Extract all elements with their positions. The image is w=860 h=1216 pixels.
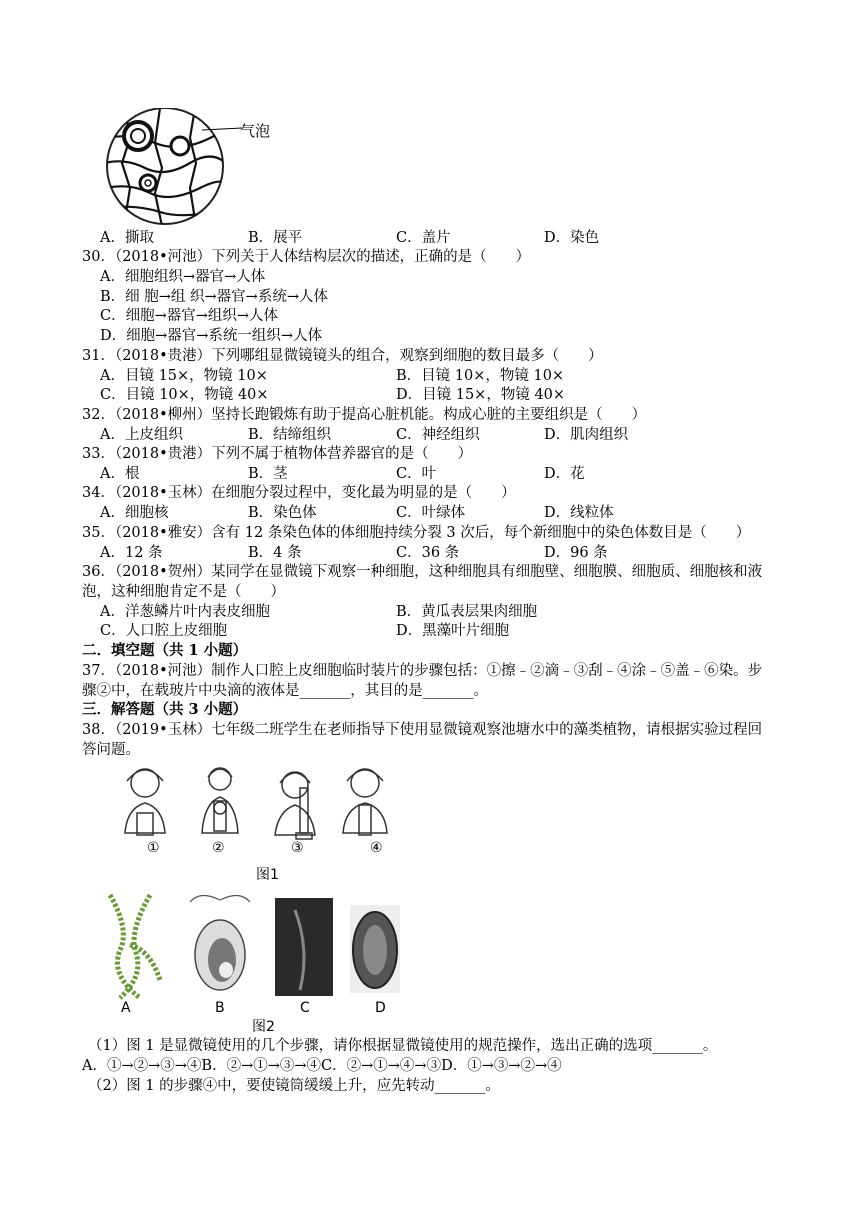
fig2-label-a: A xyxy=(121,1000,131,1016)
q38-line2: 答问题。 xyxy=(82,742,140,758)
figure-1-caption: 图1 xyxy=(256,867,279,883)
q29-option-d[interactable]: D．染色 xyxy=(544,230,600,246)
q31-option-a[interactable]: A．目镜 15×，物镜 10× xyxy=(100,368,268,384)
q34-options xyxy=(100,504,692,522)
figure-2-algae xyxy=(100,890,420,1000)
fig1-step-2: ② xyxy=(212,840,225,856)
q34-stem: 34．（2018•玉林）在细胞分裂过程中，变化最为明显的是（ ） xyxy=(82,485,516,501)
q31-option-c[interactable]: C．目镜 10×，物镜 40× xyxy=(100,387,269,403)
q36-stem-line2: 泡，这种细胞肯定不是（ ） xyxy=(82,584,285,600)
q34-option-c[interactable]: C．叶绿体 xyxy=(396,505,466,521)
q33-option-d[interactable]: D．花 xyxy=(544,466,585,482)
q38-sub2: （2）图 1 的步骤④中，要使镜筒缓缓上升，应先转动_______。 xyxy=(88,1078,500,1094)
q34-option-b[interactable]: B．染色体 xyxy=(248,505,317,521)
q32-options xyxy=(100,426,692,444)
section-fill-in-blank: 二．填空题（共 1 小题） xyxy=(82,642,248,659)
q32-option-a[interactable]: A．上皮组织 xyxy=(100,427,183,443)
fig1-step-1: ① xyxy=(147,840,160,856)
q33-option-a[interactable]: A．根 xyxy=(100,466,140,482)
q35-option-b[interactable]: B．4 条 xyxy=(248,545,302,561)
q31-option-b[interactable]: B．目镜 10×，物镜 10× xyxy=(396,368,565,384)
q38-line1: 38．（2019•玉林）七年级二班学生在老师指导下使用显微镜观察池塘水中的藻类植物，请根据实验过程回 xyxy=(82,722,763,738)
q33-stem: 33．（2018•贵港）下列不属于植物体营养器官的是（ ） xyxy=(82,446,473,462)
q36-option-c[interactable]: C．人口腔上皮细胞 xyxy=(100,623,228,639)
q31-options-row2 xyxy=(100,386,692,404)
q30-option-c[interactable]: C．细胞→器官→组织→人体 xyxy=(100,308,279,324)
fig2-label-c: C xyxy=(300,1000,310,1016)
section-answer-questions: 三．解答题（共 3 小题） xyxy=(82,701,248,718)
q30-option-d[interactable]: D．细胞→器官→系统一组织→人体 xyxy=(100,328,323,344)
q34-option-a[interactable]: A．细胞核 xyxy=(100,505,169,521)
q29-option-c[interactable]: C．盖片 xyxy=(396,230,451,246)
q32-option-c[interactable]: C．神经组织 xyxy=(396,427,480,443)
fig1-step-4: ④ xyxy=(370,840,383,856)
fig2-label-b: B xyxy=(215,1000,225,1016)
q35-stem: 35．（2018•雅安）含有 12 条染色体的体细胞持续分裂 3 次后，每个新细胞中的染色体数目是（ ） xyxy=(82,525,751,541)
q30-stem: 30．（2018•河池）下列关于人体结构层次的描述，正确的是（ ） xyxy=(82,249,531,265)
q35-option-d[interactable]: D．96 条 xyxy=(544,545,608,561)
q31-options-row1 xyxy=(100,367,692,385)
q30-option-b[interactable]: B．细 胞→组 织→器官→系统→人体 xyxy=(100,289,328,305)
q32-option-b[interactable]: B．结缔组织 xyxy=(248,427,332,443)
q32-stem: 32．（2018•柳州）坚持长跑锻炼有助于提高心脏机能。构成心脏的主要组织是（ ） xyxy=(82,407,647,423)
figure-2-caption: 图2 xyxy=(252,1019,275,1035)
q38-sub1: （1）图 1 是显微镜使用的几个步骤，请你根据显微镜使用的规范操作，选出正确的选项_______。 xyxy=(88,1038,718,1054)
q29-option-b[interactable]: B．展平 xyxy=(248,230,303,246)
q35-option-c[interactable]: C．36 条 xyxy=(396,545,460,561)
q36-stem-line1: 36．（2018•贺州）某同学在显微镜下观察一种细胞，这种细胞具有细胞壁、细胞膜、细胞质、细胞核和液 xyxy=(82,564,763,580)
q33-option-b[interactable]: B．茎 xyxy=(248,466,288,482)
fig2-label-d: D xyxy=(375,1000,386,1016)
q31-option-d[interactable]: D．目镜 15×，物镜 40× xyxy=(396,387,566,403)
q32-option-d[interactable]: D．肌肉组织 xyxy=(544,427,629,443)
q36-option-d[interactable]: D．黑藻叶片细胞 xyxy=(396,623,510,639)
q35-option-a[interactable]: A．12 条 xyxy=(100,545,163,561)
q36-option-a[interactable]: A．洋葱鳞片叶内表皮细胞 xyxy=(100,604,270,620)
q34-option-d[interactable]: D．线粒体 xyxy=(544,505,614,521)
q29-options xyxy=(100,229,692,247)
q33-option-c[interactable]: C．叶 xyxy=(396,466,437,482)
q36-options-row1 xyxy=(100,603,692,621)
fig1-step-3: ③ xyxy=(291,840,304,856)
q33-options xyxy=(100,465,692,483)
q36-options-row2 xyxy=(100,622,692,640)
q38-sub1-options[interactable]: A．①→②→③→④B．②→①→③→④C．②→①→④→③D．①→③→②→④ xyxy=(82,1058,562,1074)
q29-option-a[interactable]: A．撕取 xyxy=(100,230,154,246)
q30-option-a[interactable]: A．细胞组织→器官→人体 xyxy=(100,269,266,285)
bubble-label: 气泡 xyxy=(240,122,271,140)
q36-option-b[interactable]: B．黄瓜表层果肉细胞 xyxy=(396,604,538,620)
q31-stem: 31．（2018•贵港）下列哪组显微镜镜头的组合，观察到细胞的数目最多（ ） xyxy=(82,348,603,364)
q35-options xyxy=(100,544,692,562)
q37-line2: 骤②中，在载玻片中央滴的液体是_______，其目的是_______。 xyxy=(82,683,488,699)
q37-line1: 37．（2018•河池）制作人口腔上皮细胞临时装片的步骤包括：①擦﹣②滴﹣③刮﹣④涂﹣⑤盖﹣⑥染。步 xyxy=(82,663,763,679)
